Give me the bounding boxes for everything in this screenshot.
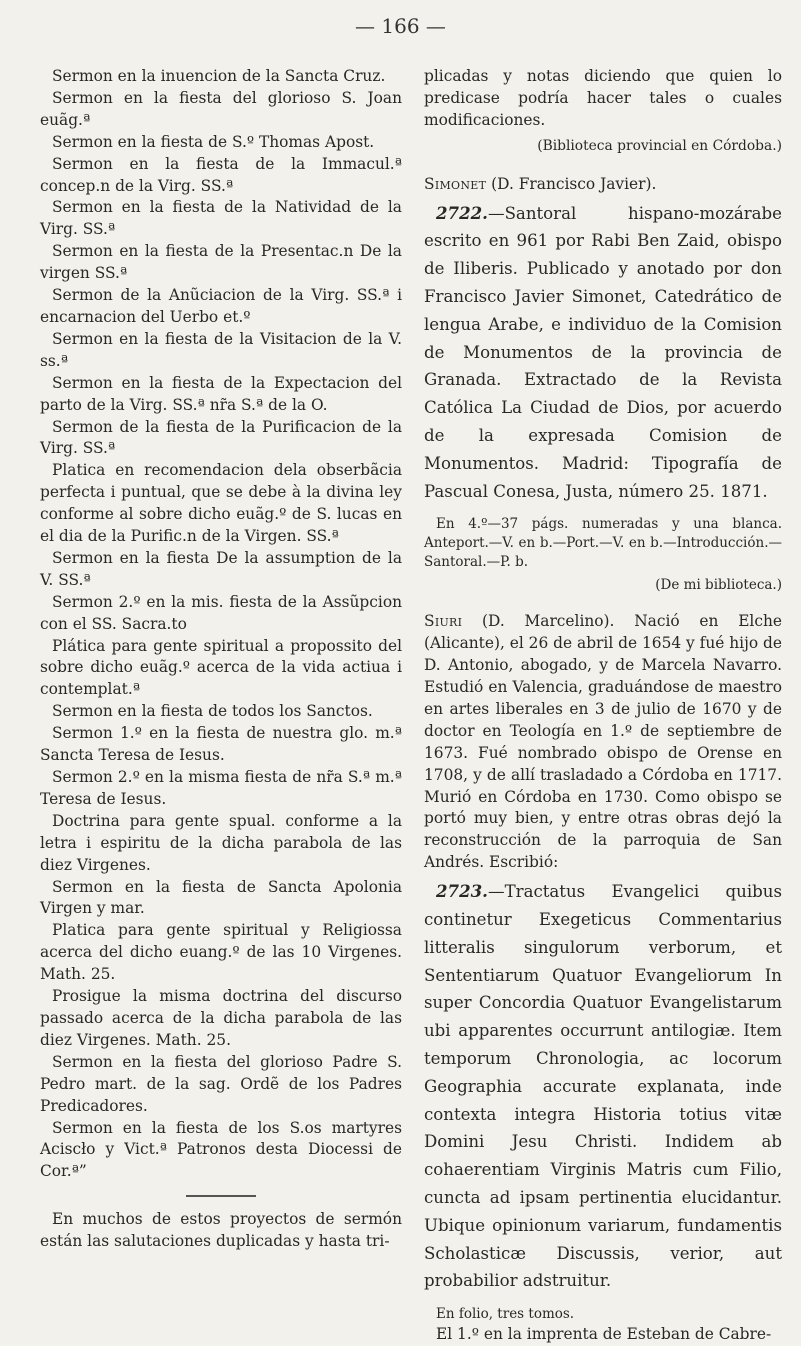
sermon-entry: Prosigue la misma doctrina del discurso passado acerca de la dicha parabola de las diez Virgenes. Math. 25. (40, 987, 402, 1049)
left-column (40, 66, 402, 1253)
sermon-list (40, 66, 402, 1183)
sermon-entry: Sermon 2.º en la misma fiesta de nr̃a S.ª m.ª Teresa de Iesus. (40, 768, 402, 808)
sermon-entry: Platica en recomendacion dela obserbãcia perfecta i puntual, que se debe à la divina ley conforme al sobre dicho euãg.º de S. lucas en el dia de la Purific.n de la Virgen. SS.ª (40, 461, 402, 546)
author-surname: Simonet (424, 174, 487, 193)
sermon-entry: Sermon de la Anũciacion de la Virg. SS.ª i encarnacion del Uerbo et.º (40, 286, 402, 326)
entry-number: 2722. (436, 202, 488, 223)
sermon-entry: Platica para gente spiritual y Religiossa acerca del dicho euang.º de las 10 Virgenes. Math. 25. (40, 921, 402, 984)
sermon-entry: Sermon en la fiesta del glorioso S. Joan euãg.ª (40, 88, 402, 129)
sermon-entry: Sermon en la fiesta de Sancta Apolonia Virgen y mar. (40, 877, 402, 918)
divider-rule (186, 1195, 256, 1197)
entry-number-2723: 2723. (436, 881, 488, 902)
sermon-entry: Sermon en la fiesta de la Immacul.ª concep.n de la Virg. SS.ª (40, 154, 402, 195)
sermon-entry: Sermon en la inuencion de la Sancta Cruz. (52, 67, 386, 85)
sermon-entry: Sermon en la fiesta De la assumption de la V. SS.ª (40, 548, 402, 589)
entry-2723 (424, 878, 782, 1295)
sermon-entry: Plática para gente spiritual a propossito del sobre dicho euãg.º acerca de la vida actiua i contemplat.ª (40, 636, 402, 699)
page-number: — 166 — (355, 14, 446, 38)
continuation-paragraph: plicadas y notas diciendo que quien lo predicase podría hacer tales o cuales modificaciones. (424, 67, 782, 129)
sermon-entry: Sermon en la fiesta de todos los Sanctos. (52, 702, 373, 721)
bio-text: (D. Marcelino). Nació en Elche (Alicante), el 26 de abril de 1654 y fué hijo de D. Antonio, abogado, y de Marcela Navarro. Estudió en Valencia, graduándose de maestro en artes liberales en 3 de julio de 1670 y de doctor en Teología en 1.º de septiembre de 1673. Fué nombrado obispo de Orense en 1708, y de allí trasladado a Córdoba en 1717. Murió en Córdoba en 1730. Como obispo se portó muy bien, y entre otras obras dejó la reconstrucción de la parroquia de San Andrés. Escribió: (424, 612, 782, 872)
sermon-entry: Sermon en la fiesta de S.º Thomas Apost. (52, 132, 375, 151)
sermon-entry: Doctrina para gente spual. conforme a la letra i espiritu de la dicha parabola de las diez Virgenes. (40, 811, 402, 874)
sermon-entry: Sermon de la fiesta de la Purificacion de la Virg. SS.ª (40, 417, 402, 458)
right-column (424, 66, 782, 1346)
author-heading-simonet (424, 174, 782, 196)
sermon-entry: Sermon en la fiesta de la Visitacion de la V. ss.ª (40, 329, 402, 370)
sermon-entry: Sermon en la fiesta del glorioso Padre S. Pedro mart. de la sag. Ordẽ de los Padres Predicadores. (40, 1052, 402, 1115)
sermon-entry: Sermon 1.º en la fiesta de nuestra glo. m.ª Sancta Teresa de Iesus. (40, 724, 402, 765)
closing-paragraph: En muchos de estos proyectos de sermón están las salutaciones duplicadas y hasta tri- (40, 1210, 402, 1251)
bio-surname: Siuri (424, 612, 463, 631)
author-heading-siuri (424, 611, 782, 874)
entry-format: En folio, tres tomos. (436, 1306, 575, 1323)
sermon-entry: Sermon en la fiesta de la Presentac.n De la virgen SS.ª (40, 242, 402, 283)
sermon-entry: Sermon en la fiesta de los S.os martyres Aciscło y Vict.ª Patronos desta Diocessi de Cor.ª” (40, 1118, 402, 1181)
entry-source: (De mi biblioteca.) (655, 577, 782, 594)
author-name: (D. Francisco Javier). (486, 174, 657, 193)
entry-2722 (424, 200, 782, 506)
sermon-entry: Sermon en la fiesta de la Expectacion del parto de la Virg. SS.ª nr̃a S.ª de la O. (40, 373, 402, 414)
sermon-entry: Sermon 2.º en la mis. fiesta de la Assũpcion con el SS. Sacra.to (40, 592, 402, 633)
entry-tail: El 1.º en la imprenta de Esteban de Cabre- (436, 1325, 772, 1344)
entry-text: —Santoral hispano-mozárabe escrito en 961 por Rabi Ben Zaid, obispo de Iliberis. Publicado y anotado por don Francisco Javier Simonet, Catedrático de lengua Arabe, e individuo de la Comision de Monumentos de la provincia de Granada. Extractado de la Revista Católica La Ciudad de Dios, por acuerdo de la expresada Comision de Monumentos. Madrid: Tipografía de Pascual Conesa, Justa, número 25. 1871. (424, 203, 782, 501)
entry-text-2723: —Tractatus Evangelici quibus continetur Exegeticus Commentarius litteralis singulorum verborum, et Sententiarum Quatuor Evangeliorum In super Concordia Quatuor Evangelistarum ubi apparentes occurrunt antilogiæ. Item temporum Chronologia, ac locorum Geographia accurate explanata, inde contexta integra Historia totius vitæ Domini Jesu Christi. Indidem ab cohaerentiam Virginis Matris cum Filio, cuncta ad ipsam pertinentia elucidantur. Ubique opinionum variarum, fundamentis Scholasticæ Discussis, verior, aut probabilior adstruitur. (424, 882, 782, 1291)
source-note: (Biblioteca provincial en Córdoba.) (537, 137, 782, 154)
sermon-entry: Sermon en la fiesta de la Natividad de la Virg. SS.ª (40, 198, 402, 239)
entry-description: En 4.º—37 págs. numeradas y una blanca. Anteport.—V. en b.—Port.—V. en b.—Introducción.—Santoral.—P. b. (424, 516, 782, 571)
